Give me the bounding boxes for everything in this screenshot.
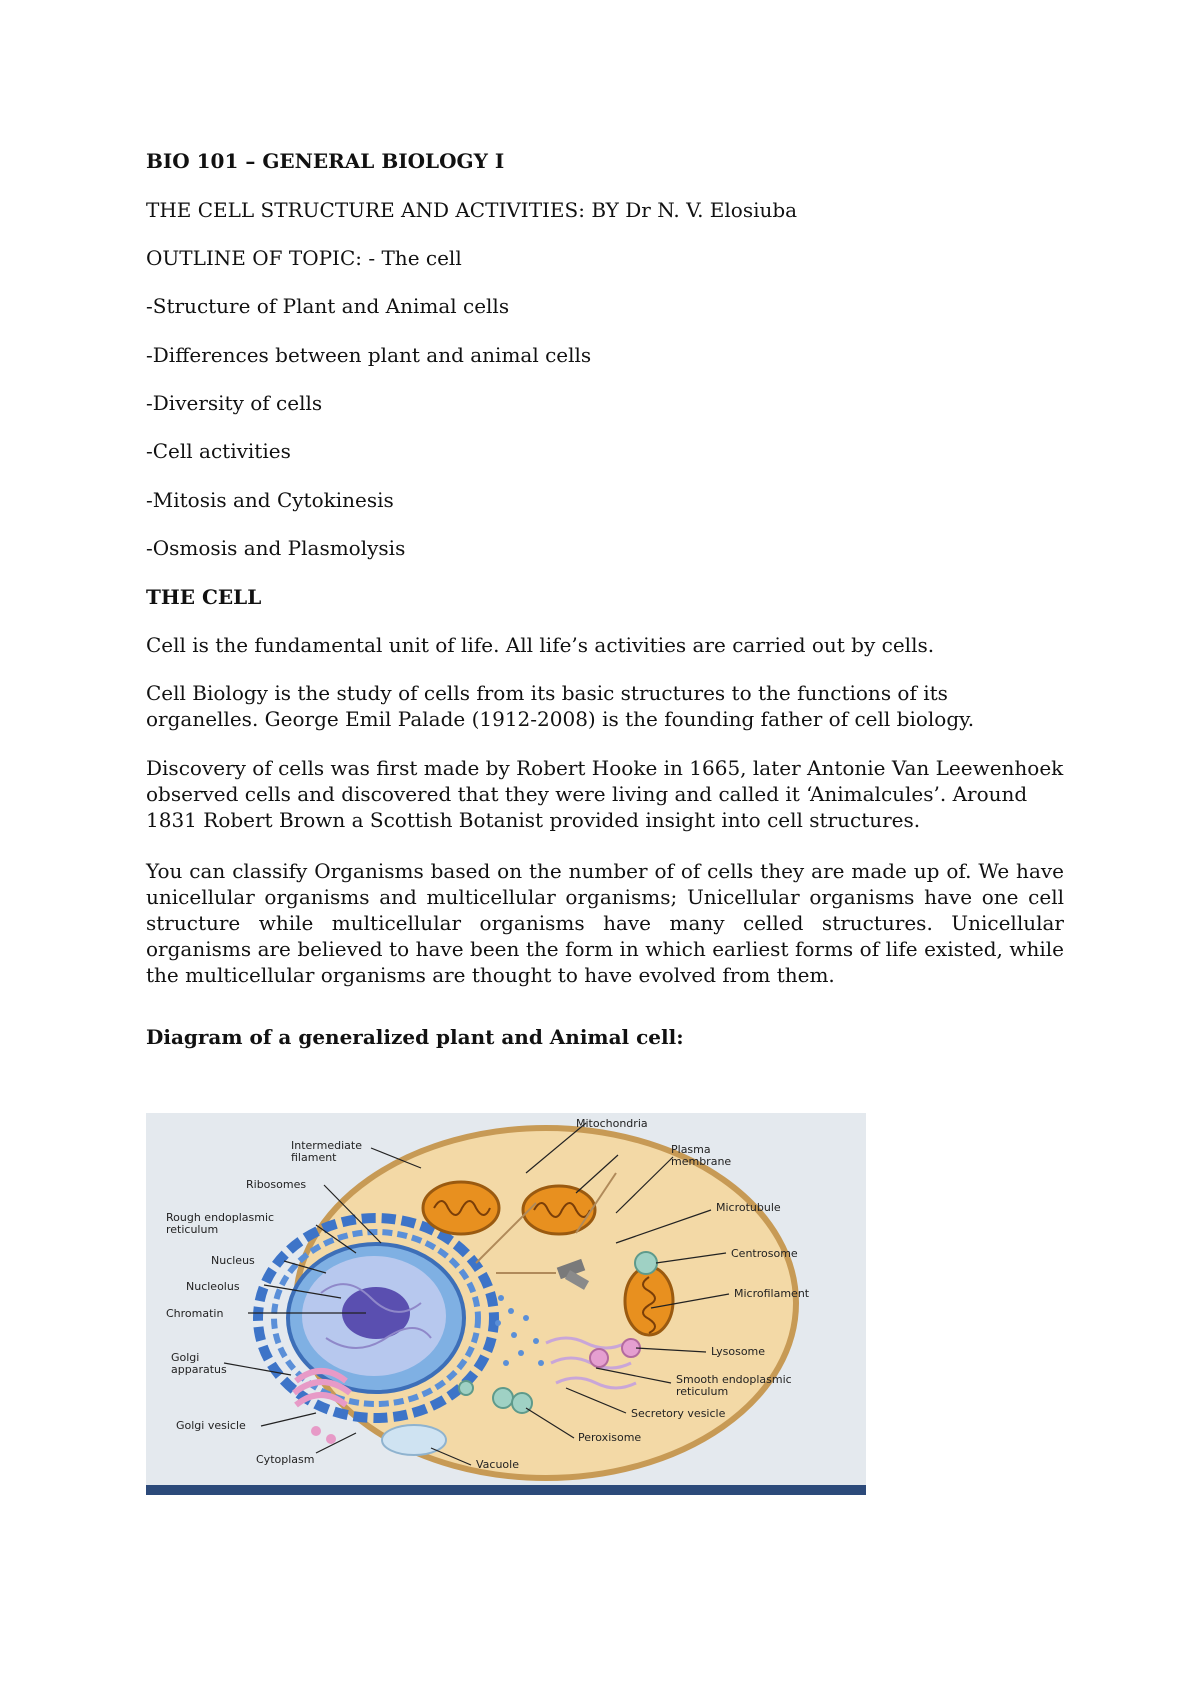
outline-item: -Structure of Plant and Animal cells — [146, 294, 510, 318]
label-smooth-er-1: Smooth endoplasmic — [676, 1373, 792, 1386]
label-cytoplasm: Cytoplasm — [256, 1453, 315, 1466]
outline-item: -Differences between plant and animal cells — [146, 343, 592, 367]
cell-diagram — [146, 1113, 866, 1495]
outline-item: -Cell activities — [146, 439, 291, 463]
outline-heading: OUTLINE OF TOPIC: - The cell — [146, 246, 462, 270]
paragraph-3: Discovery of cells was first made by Robert Hooke in 1665, later Antonie Van Leewenhoek observed cells and discovered that they were living and called it ‘Animalcules’. Around 1831 Robert Brown a Scottish Botanist provided insight into cell structures. — [146, 756, 1064, 832]
label-microfilament: Microfilament — [734, 1287, 810, 1300]
paragraph-1: Cell is the fundamental unit of life. All life’s activities are carried out by cells. — [146, 633, 935, 657]
label-mitochondria: Mitochondria — [576, 1117, 648, 1130]
label-microtubule: Microtubule — [716, 1201, 781, 1214]
paragraph-2: Cell Biology is the study of cells from its basic structures to the functions of its organelles. George Emil Palade (1912-2008) is the founding father of cell biology. — [146, 681, 975, 731]
label-filament: filament — [291, 1151, 337, 1164]
label-rough-er-2: reticulum — [166, 1223, 219, 1236]
label-secretory-vesicle: Secretory vesicle — [631, 1407, 726, 1420]
outline-item: -Diversity of cells — [146, 391, 323, 415]
document-subtitle: THE CELL STRUCTURE AND ACTIVITIES: BY Dr N. V. Elosiuba — [146, 198, 798, 222]
label-golgi-vesicle: Golgi vesicle — [176, 1419, 246, 1432]
label-smooth-er-2: reticulum — [676, 1385, 729, 1398]
label-chromatin: Chromatin — [166, 1307, 224, 1320]
course-title: BIO 101 – GENERAL BIOLOGY I — [146, 149, 505, 173]
label-ribosomes: Ribosomes — [246, 1178, 307, 1191]
label-peroxisome: Peroxisome — [578, 1431, 642, 1444]
label-centrosome: Centrosome — [731, 1247, 798, 1260]
label-golgi-2: apparatus — [171, 1363, 227, 1376]
label-rough-er-1: Rough endoplasmic — [166, 1211, 275, 1224]
figure-caption: Diagram of a generalized plant and Animal cell: — [146, 1025, 684, 1049]
label-golgi-1: Golgi — [171, 1351, 200, 1364]
label-nucleolus: Nucleolus — [186, 1280, 240, 1293]
label-lysosome: Lysosome — [711, 1345, 766, 1358]
label-vacuole: Vacuole — [476, 1458, 519, 1471]
peroxisome — [493, 1388, 513, 1408]
cell-diagram-photo — [146, 1113, 866, 1495]
paragraph-4: You can classify Organisms based on the number of of cells they are made up of. We have unicellular organisms and multicellular organisms; Unicellular organisms have one cell structure while multicellular organisms have many celled structures. Unicellular organisms are believed to have been the form in which earliest forms of life existed, while the multicellular organisms are thought to have evolved from them. — [146, 859, 1064, 987]
label-intermediate: Intermediate — [291, 1139, 362, 1152]
outline-item: -Mitosis and Cytokinesis — [146, 488, 394, 512]
section-heading: THE CELL — [146, 585, 262, 609]
label-plasma-1: Plasma — [671, 1143, 711, 1156]
label-nucleus: Nucleus — [211, 1254, 255, 1267]
outline-item: -Osmosis and Plasmolysis — [146, 536, 406, 560]
label-plasma-2: membrane — [671, 1155, 732, 1168]
